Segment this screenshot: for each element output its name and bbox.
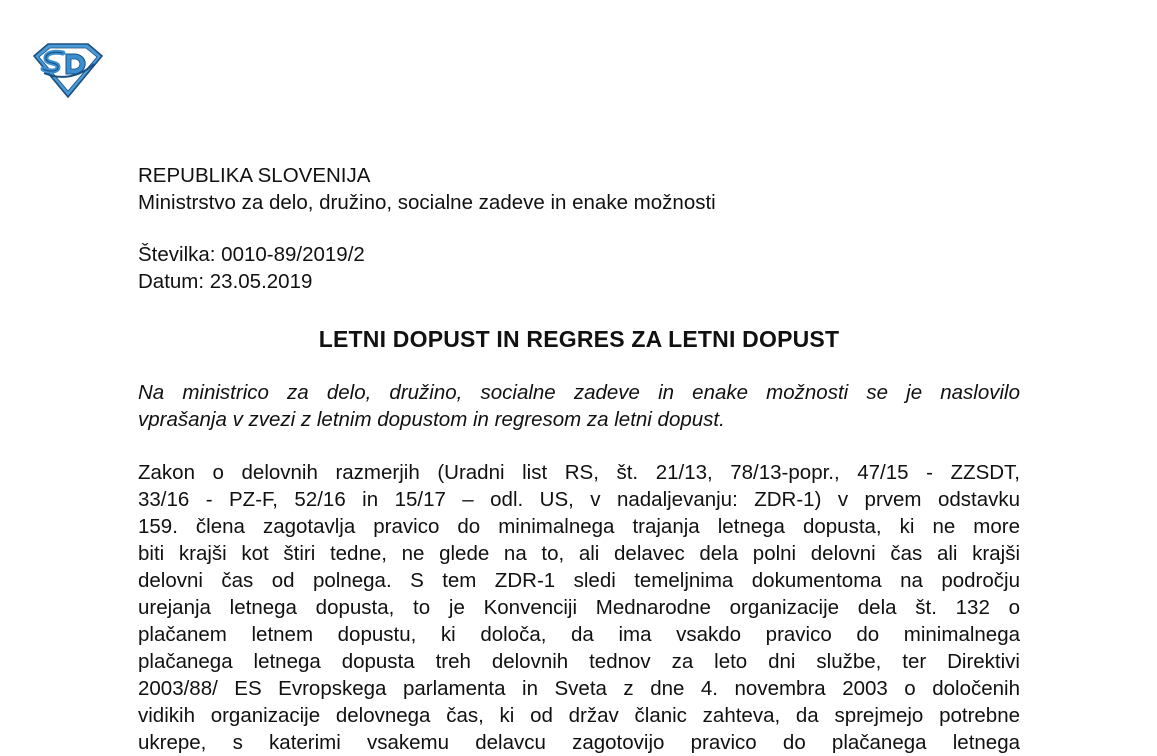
- body-line: 2003/88/ ES Evropskega parlamenta in Sveta z dne 4. novembra 2003 o določenih: [138, 677, 1020, 700]
- document-date: Datum: 23.05.2019: [138, 270, 313, 293]
- document-body: [138, 162, 1020, 756]
- spacer: [138, 216, 1020, 241]
- document-number: Številka: 0010-89/2019/2: [138, 243, 365, 266]
- intro-paragraph: [138, 379, 1020, 433]
- body-paragraph: [138, 459, 1020, 756]
- sd-logo-icon: [30, 40, 104, 100]
- document-title: LETNI DOPUST IN REGRES ZA LETNI DOPUST: [318, 326, 840, 352]
- body-line: plačanega letnega dopusta treh delovnih tednov za leto dni službe, ter Direktivi: [138, 650, 1020, 673]
- body-line: plačanem letnem dopustu, ki določa, da ima vsakdo pravico do minimalnega: [138, 623, 1020, 646]
- body-line: biti krajši kot štiri tedne, ne glede na to, ali delavec dela polni delovni čas ali krajši: [138, 542, 1020, 565]
- body-line: 159. člena zagotavlja pravico do minimalnega trajanja letnega dopusta, ki ne more: [138, 515, 1020, 538]
- intro-line: Na ministrico za delo, družino, socialne zadeve in enake možnosti se je naslovilo: [138, 381, 1020, 404]
- body-line: 33/16 - PZ-F, 52/16 in 15/17 – odl. US, v nadaljevanju: ZDR-1) v prvem odstavku: [138, 488, 1020, 511]
- intro-line: vprašanja v zvezi z letnim dopustom in regresom za letni dopust.: [138, 408, 725, 431]
- body-line: urejanja letnega dopusta, to je Konvenciji Mednarodne organizacije dela št. 132 o: [138, 596, 1020, 619]
- body-line: delovni čas od polnega. S tem ZDR-1 sledi temeljnima dokumentoma na področju: [138, 569, 1020, 592]
- header-country: REPUBLIKA SLOVENIJA: [138, 164, 371, 187]
- body-line: Zakon o delovnih razmerjih (Uradni list RS, št. 21/13, 78/13-popr., 47/15 - ZZSDT,: [138, 461, 1020, 484]
- body-line: ukrepe, s katerimi vsakemu delavcu zagotovijo pravico do plačanega letnega: [138, 731, 1020, 754]
- body-line: vidikih organizacije delovnega čas, ki od držav članic zahteva, da sprejmejo potrebne: [138, 704, 1020, 727]
- header-ministry: Ministrstvo za delo, družino, socialne zadeve in enake možnosti: [138, 191, 716, 214]
